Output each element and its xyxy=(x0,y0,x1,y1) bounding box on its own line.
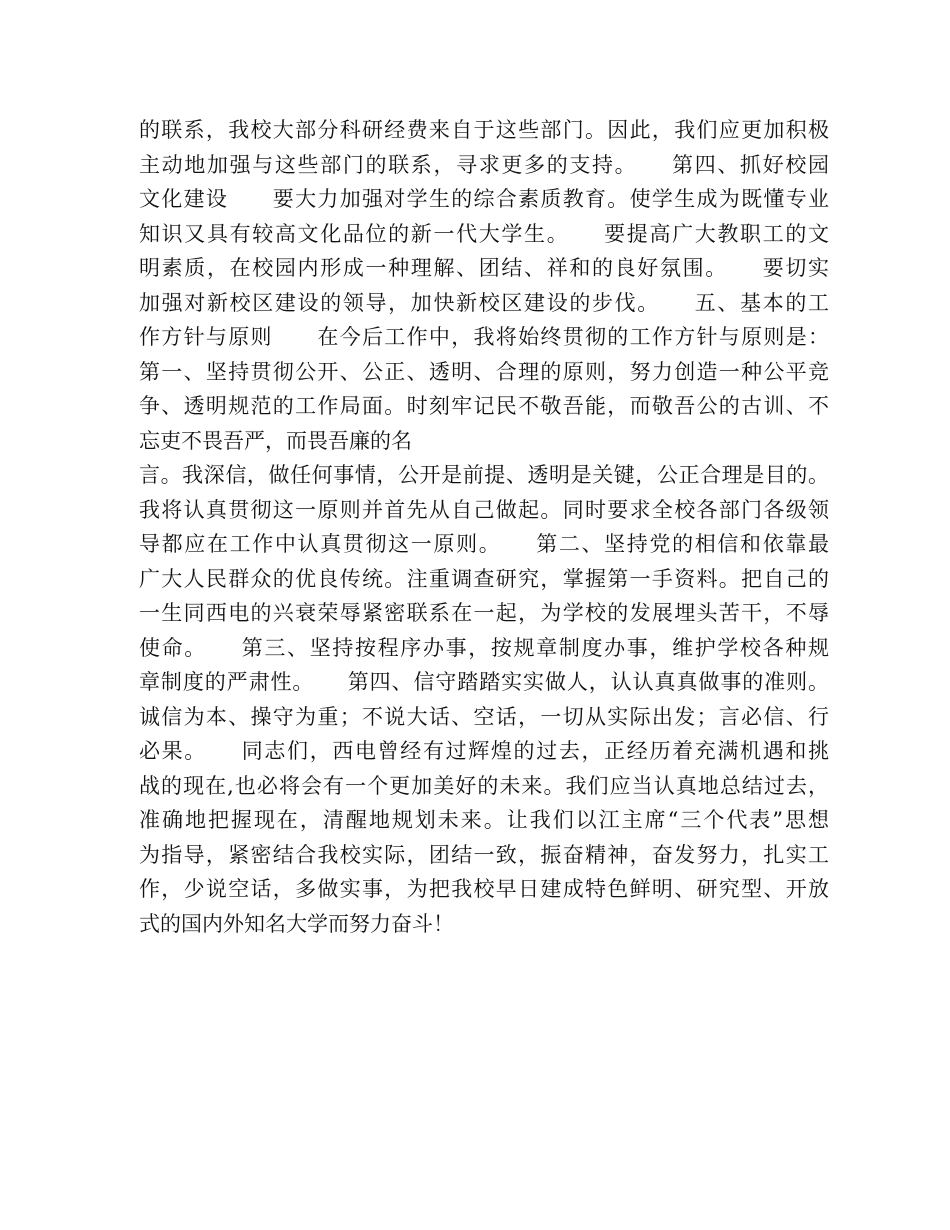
body-text xyxy=(139,113,829,941)
text-line: 的联系，我校大部分科研经费来自于这些部门。因此，我们应更加积极 xyxy=(139,118,829,142)
text-line: 加强对新校区建设的领导，加快新校区建设的步伐。 五、基本的工 xyxy=(139,290,829,315)
text-line: 式的国内外知名大学而努力奋斗！ xyxy=(139,911,454,936)
text-line: 作，少说空话，多做实事，为把我校早日建成特色鲜明、研究型、开放 xyxy=(139,877,829,901)
text-line: 导都应在工作中认真贯彻这一原则。 第二、坚持党的相信和依靠最 xyxy=(139,532,829,556)
text-line: 争、透明规范的工作局面。时刻牢记民不敬吾能，而敬吾公的古训、不 xyxy=(139,394,829,418)
text-line: 忘吏不畏吾严，而畏吾廉的名 xyxy=(139,428,412,453)
text-line: 章制度的严肃性。 第四、信守踏踏实实做人，认认真真做事的准则。 xyxy=(139,670,829,694)
text-line: 准确地把握现在，清醒地规划未来。让我们以江主席“三个代表”思想 xyxy=(139,808,829,832)
text-line: 诚信为本、操守为重；不说大话、空话，一切从实际出发；言必信、行 xyxy=(139,704,829,729)
text-line: 言。我深信，做任何事情，公开是前提、透明是关键，公正合理是目的。 xyxy=(139,463,829,487)
text-line: 我将认真贯彻这一原则并首先从自己做起。同时要求全校各部门各级领 xyxy=(139,497,829,522)
text-line: 知识又具有较高文化品位的新一代大学生。 要提高广大教职工的文 xyxy=(139,221,829,246)
text-line: 主动地加强与这些部门的联系，寻求更多的支持。 第四、抓好校园 xyxy=(139,152,829,177)
text-line: 第一、坚持贯彻公开、公正、透明、合理的原则，努力创造一种公平竞 xyxy=(139,359,829,384)
text-line: 文化建设 要大力加强对学生的综合素质教育。使学生成为既懂专业 xyxy=(139,187,829,211)
text-line: 一生同西电的兴衰荣辱紧密联系在一起，为学校的发展埋头苦干，不辱 xyxy=(139,601,829,625)
text-line: 为指导，紧密结合我校实际，团结一致，振奋精神，奋发努力，扎实工 xyxy=(139,842,829,867)
text-line: 必果。 同志们，西电曾经有过辉煌的过去，正经历着充满机遇和挑 xyxy=(139,739,829,763)
text-line: 广大人民群众的优良传统。注重调查研究，掌握第一手资料。把自己的 xyxy=(139,566,829,591)
text-line: 明素质，在校园内形成一种理解、团结、祥和的良好氛围。 要切实 xyxy=(139,256,829,280)
text-line: 战的现在,也必将会有一个更加美好的未来。我们应当认真地总结过去， xyxy=(139,773,829,798)
text-line: 作方针与原则 在今后工作中，我将始终贯彻的工作方针与原则是： xyxy=(139,325,829,349)
text-line: 使命。 第三、坚持按程序办事，按规章制度办事，维护学校各种规 xyxy=(139,635,829,660)
